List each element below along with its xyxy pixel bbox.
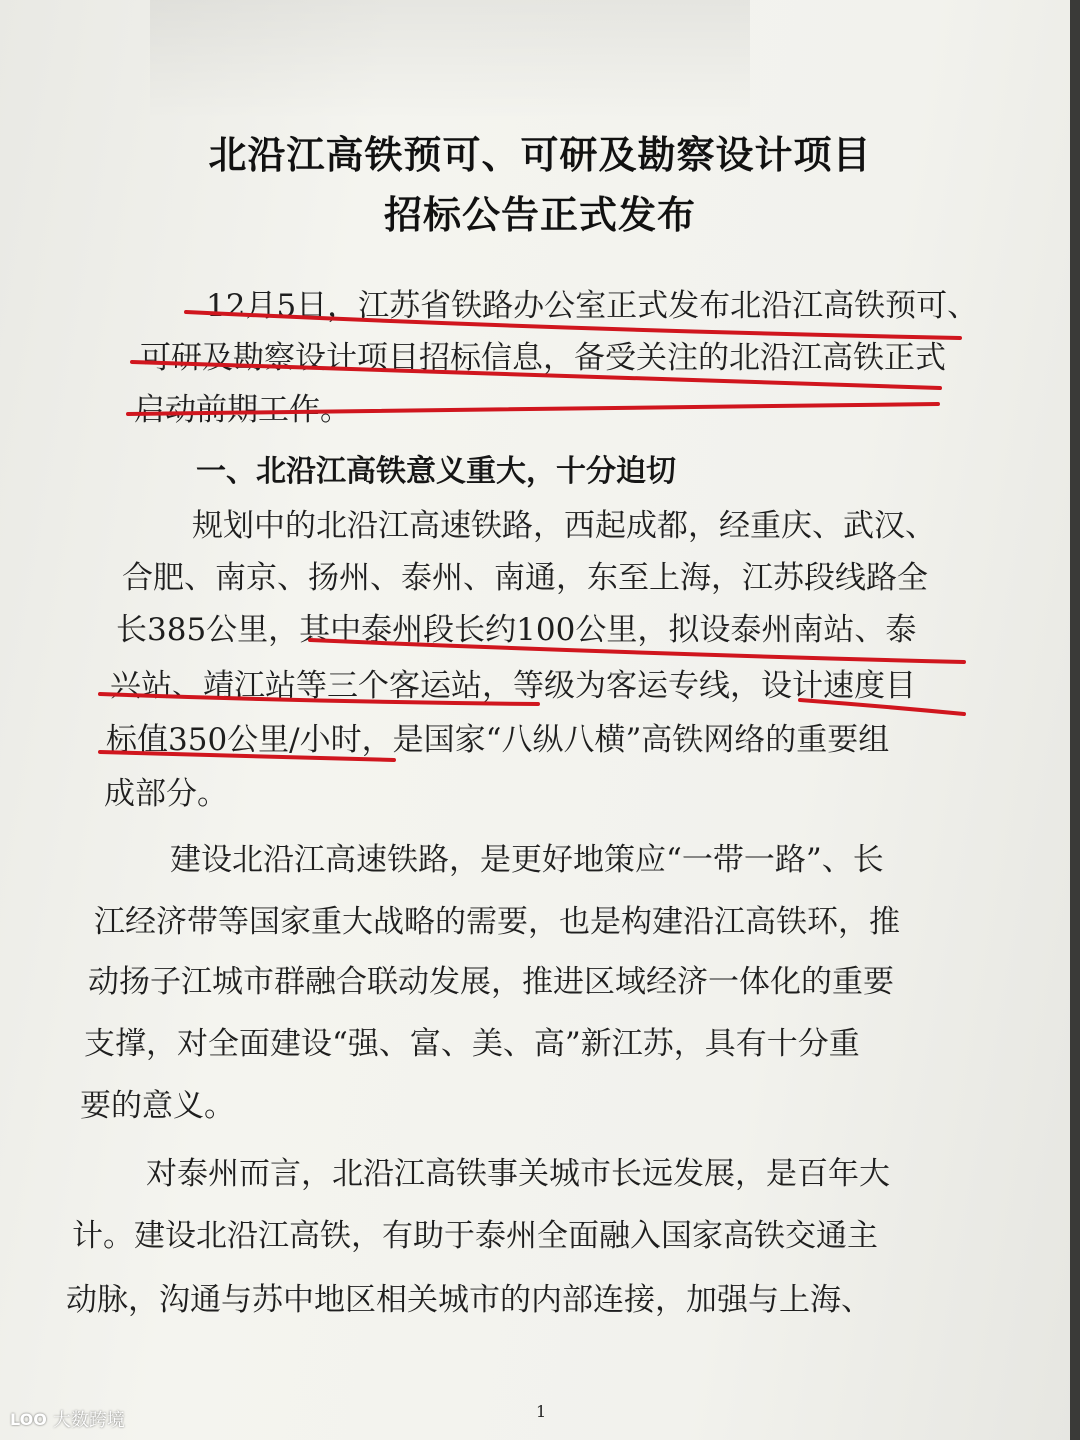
paragraph4-line-2: 计。建设北沿江高铁，有助于泰州全面融入国家高铁交通主: [72, 1218, 878, 1254]
paragraph3-line-3: 动扬子江城市群融合联动发展，推进区域经济一体化的重要: [88, 964, 894, 1000]
paragraph2-line-2: 合肥、南京、扬州、泰州、南通，东至上海，江苏段线路全: [122, 560, 928, 596]
paragraph4-line-3: 动脉，沟通与苏中地区相关城市的内部连接，加强与上海、: [66, 1282, 872, 1318]
paragraph4-line-1: 对泰州而言，北沿江高铁事关城市长远发展，是百年大: [146, 1156, 890, 1192]
paragraph2-line-6: 成部分。: [104, 776, 228, 812]
paragraph2-line-3: 长385公里，其中泰州段长约100公里，拟设泰州南站、泰: [116, 612, 917, 648]
document-title-line-2: 招标公告正式发布: [383, 193, 696, 237]
paragraph1-line-1: 12月5日，江苏省铁路办公室正式发布北沿江高铁预可、: [206, 288, 979, 324]
paragraph1-line-3: 启动前期工作。: [134, 392, 351, 428]
page-number: 1: [536, 1402, 547, 1421]
paragraph3-line-2: 江经济带等国家重大战略的需要，也是构建沿江高铁环，推: [94, 904, 900, 940]
paragraph3-line-1: 建设北沿江高速铁路，是更好地策应“一带一路”、长: [170, 842, 884, 878]
watermark-text: 大数跨境: [52, 1410, 125, 1431]
watermark: [10, 1406, 125, 1432]
document-title-line-1: 北沿江高铁预可、可研及勘察设计项目: [208, 133, 872, 177]
reverse-page-bleed: [150, 0, 750, 120]
paragraph2-line-4: 兴站、靖江站等三个客运站，等级为客运专线，设计速度目: [110, 668, 916, 704]
paragraph1-line-2: 可研及勘察设计项目招标信息，备受关注的北沿江高铁正式: [140, 340, 946, 376]
paragraph2-line-5: 标值350公里/小时，是国家“八纵八横”高铁网络的重要组: [106, 722, 890, 758]
section-heading-1: 一、北沿江高铁意义重大，十分迫切: [196, 454, 676, 489]
paragraph3-line-4: 支撑，对全面建设“强、富、美、高”新江苏，具有十分重: [84, 1026, 860, 1062]
watermark-logo-icon: LOO: [10, 1409, 47, 1429]
paragraph2-line-1: 规划中的北沿江高速铁路，西起成都，经重庆、武汉、: [192, 508, 936, 544]
paragraph3-line-5: 要的意义。: [80, 1088, 235, 1124]
